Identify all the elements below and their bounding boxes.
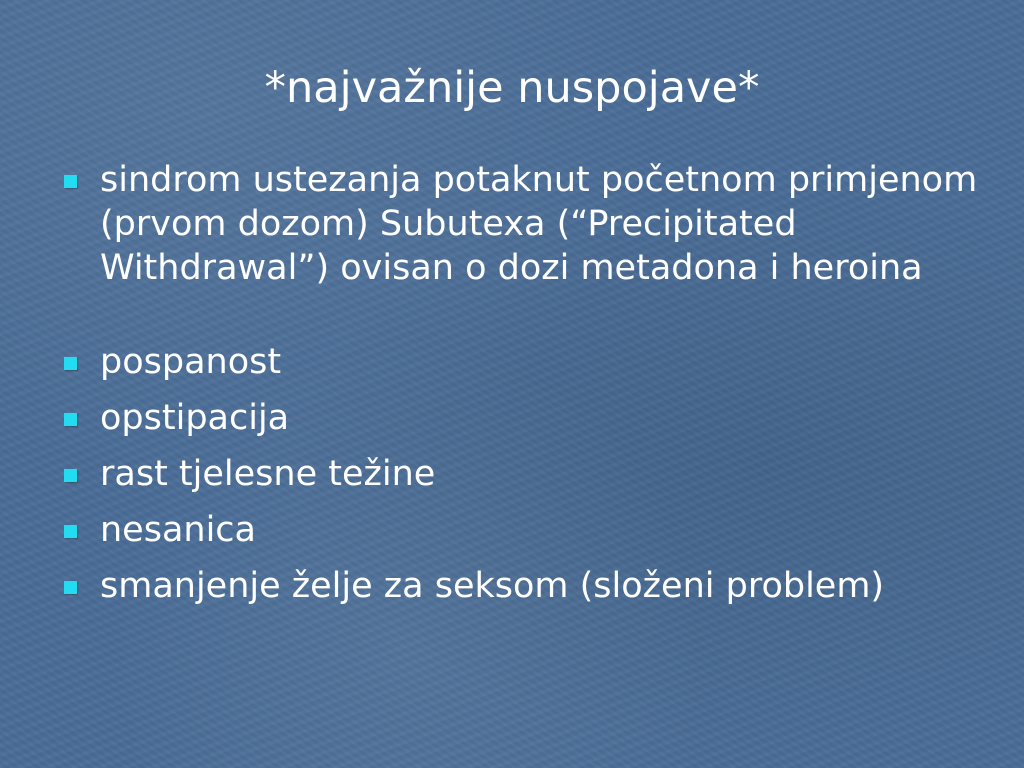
bullet-list bbox=[62, 158, 982, 620]
square-bullet-icon bbox=[64, 175, 77, 188]
bullet-item bbox=[62, 508, 982, 552]
bullet-text: smanjenje želje za seksom (složeni problem) bbox=[100, 566, 885, 606]
bullet-text: pospanost bbox=[100, 342, 282, 382]
square-bullet-icon bbox=[64, 469, 77, 482]
bullet-item bbox=[62, 452, 982, 496]
bullet-item bbox=[62, 396, 982, 440]
square-bullet-icon bbox=[64, 581, 77, 594]
bullet-item bbox=[62, 564, 982, 608]
bullet-text: nesanica bbox=[100, 510, 256, 550]
square-bullet-icon bbox=[64, 357, 77, 370]
square-bullet-icon bbox=[64, 413, 77, 426]
bullet-text: opstipacija bbox=[100, 398, 290, 438]
square-bullet-icon bbox=[64, 525, 77, 538]
bullet-text: sindrom ustezanja potaknut početnom primjenom (prvom dozom) Subutexa (“Precipitated Withdrawal”) ovisan o dozi metadona i heroina bbox=[100, 160, 978, 288]
slide-title: *najvažnije nuspojave* bbox=[264, 63, 760, 113]
bullet-item bbox=[62, 158, 982, 290]
bullet-item bbox=[62, 340, 982, 384]
bullet-text: rast tjelesne težine bbox=[100, 454, 436, 494]
